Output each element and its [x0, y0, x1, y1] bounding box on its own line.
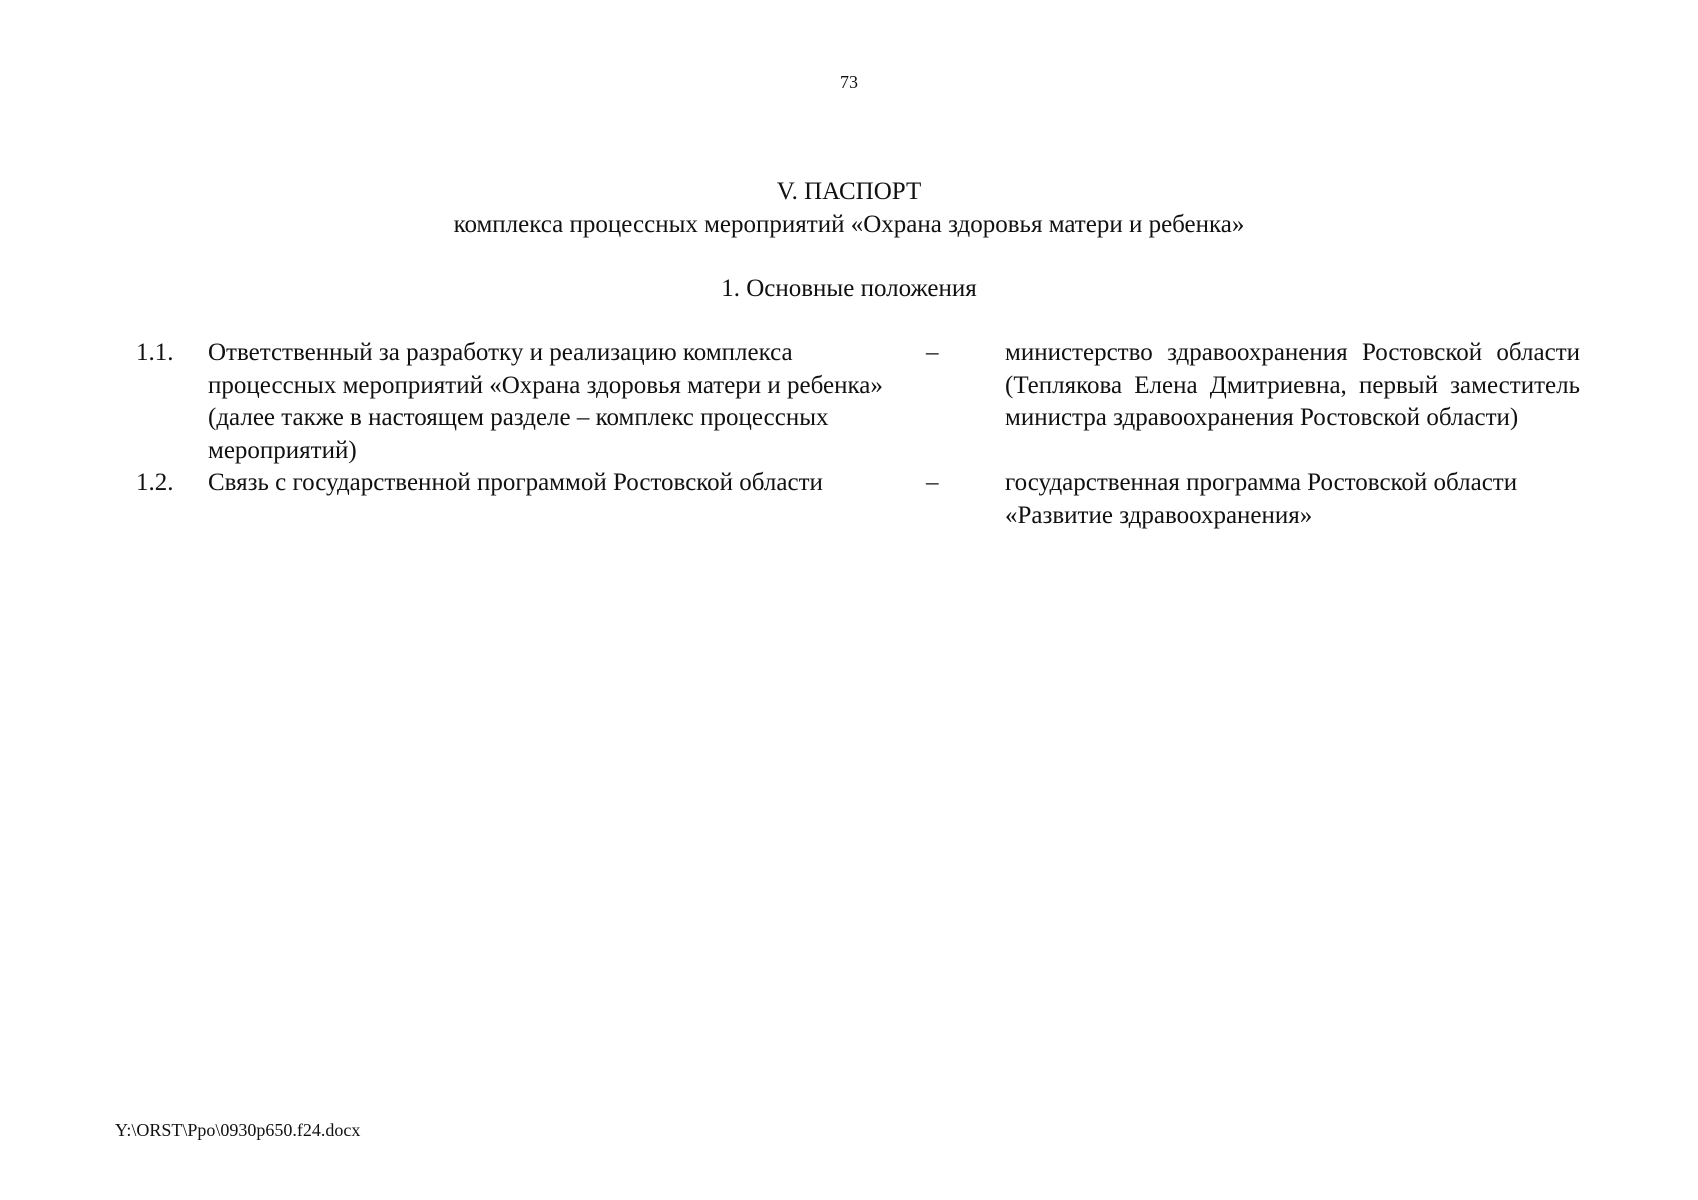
section-subtitle: комплекса процессных мероприятий «Охрана здоровья матери и ребенка»: [453, 211, 1245, 238]
file-path-footer: Y:\ORST\Ppo\0930p650.f24.docx: [115, 1120, 361, 1140]
provisions-list: [136, 337, 1580, 532]
section-title: V. ПАСПОРТ: [776, 178, 922, 205]
item-value: министерство здравоохранения Ростовской области (Теплякова Елена Дмитриевна, первый заместитель министра здравоохранения Ростовской области): [1005, 339, 1580, 431]
item-label: Ответственный за разработку и реализацию комплекса процессных мероприятий «Охрана здоровья матери и ребенка» (далее также в настоящем разделе – комплекс процессных мероприятий): [208, 339, 883, 464]
provision-item-1-1: [136, 337, 1580, 467]
item-number: 1.1.: [136, 339, 174, 366]
item-number: 1.2.: [136, 469, 174, 496]
item-label: Связь с государственной программой Ростовской области: [208, 469, 823, 496]
provision-item-1-2: [136, 467, 1580, 532]
page-number: 73: [840, 72, 858, 92]
subsection-title: 1. Основные положения: [721, 275, 977, 302]
item-dash: –: [926, 469, 939, 496]
item-value: государственная программа Ростовской области «Развитие здравоохранения»: [1005, 469, 1518, 529]
item-dash: –: [926, 339, 939, 366]
